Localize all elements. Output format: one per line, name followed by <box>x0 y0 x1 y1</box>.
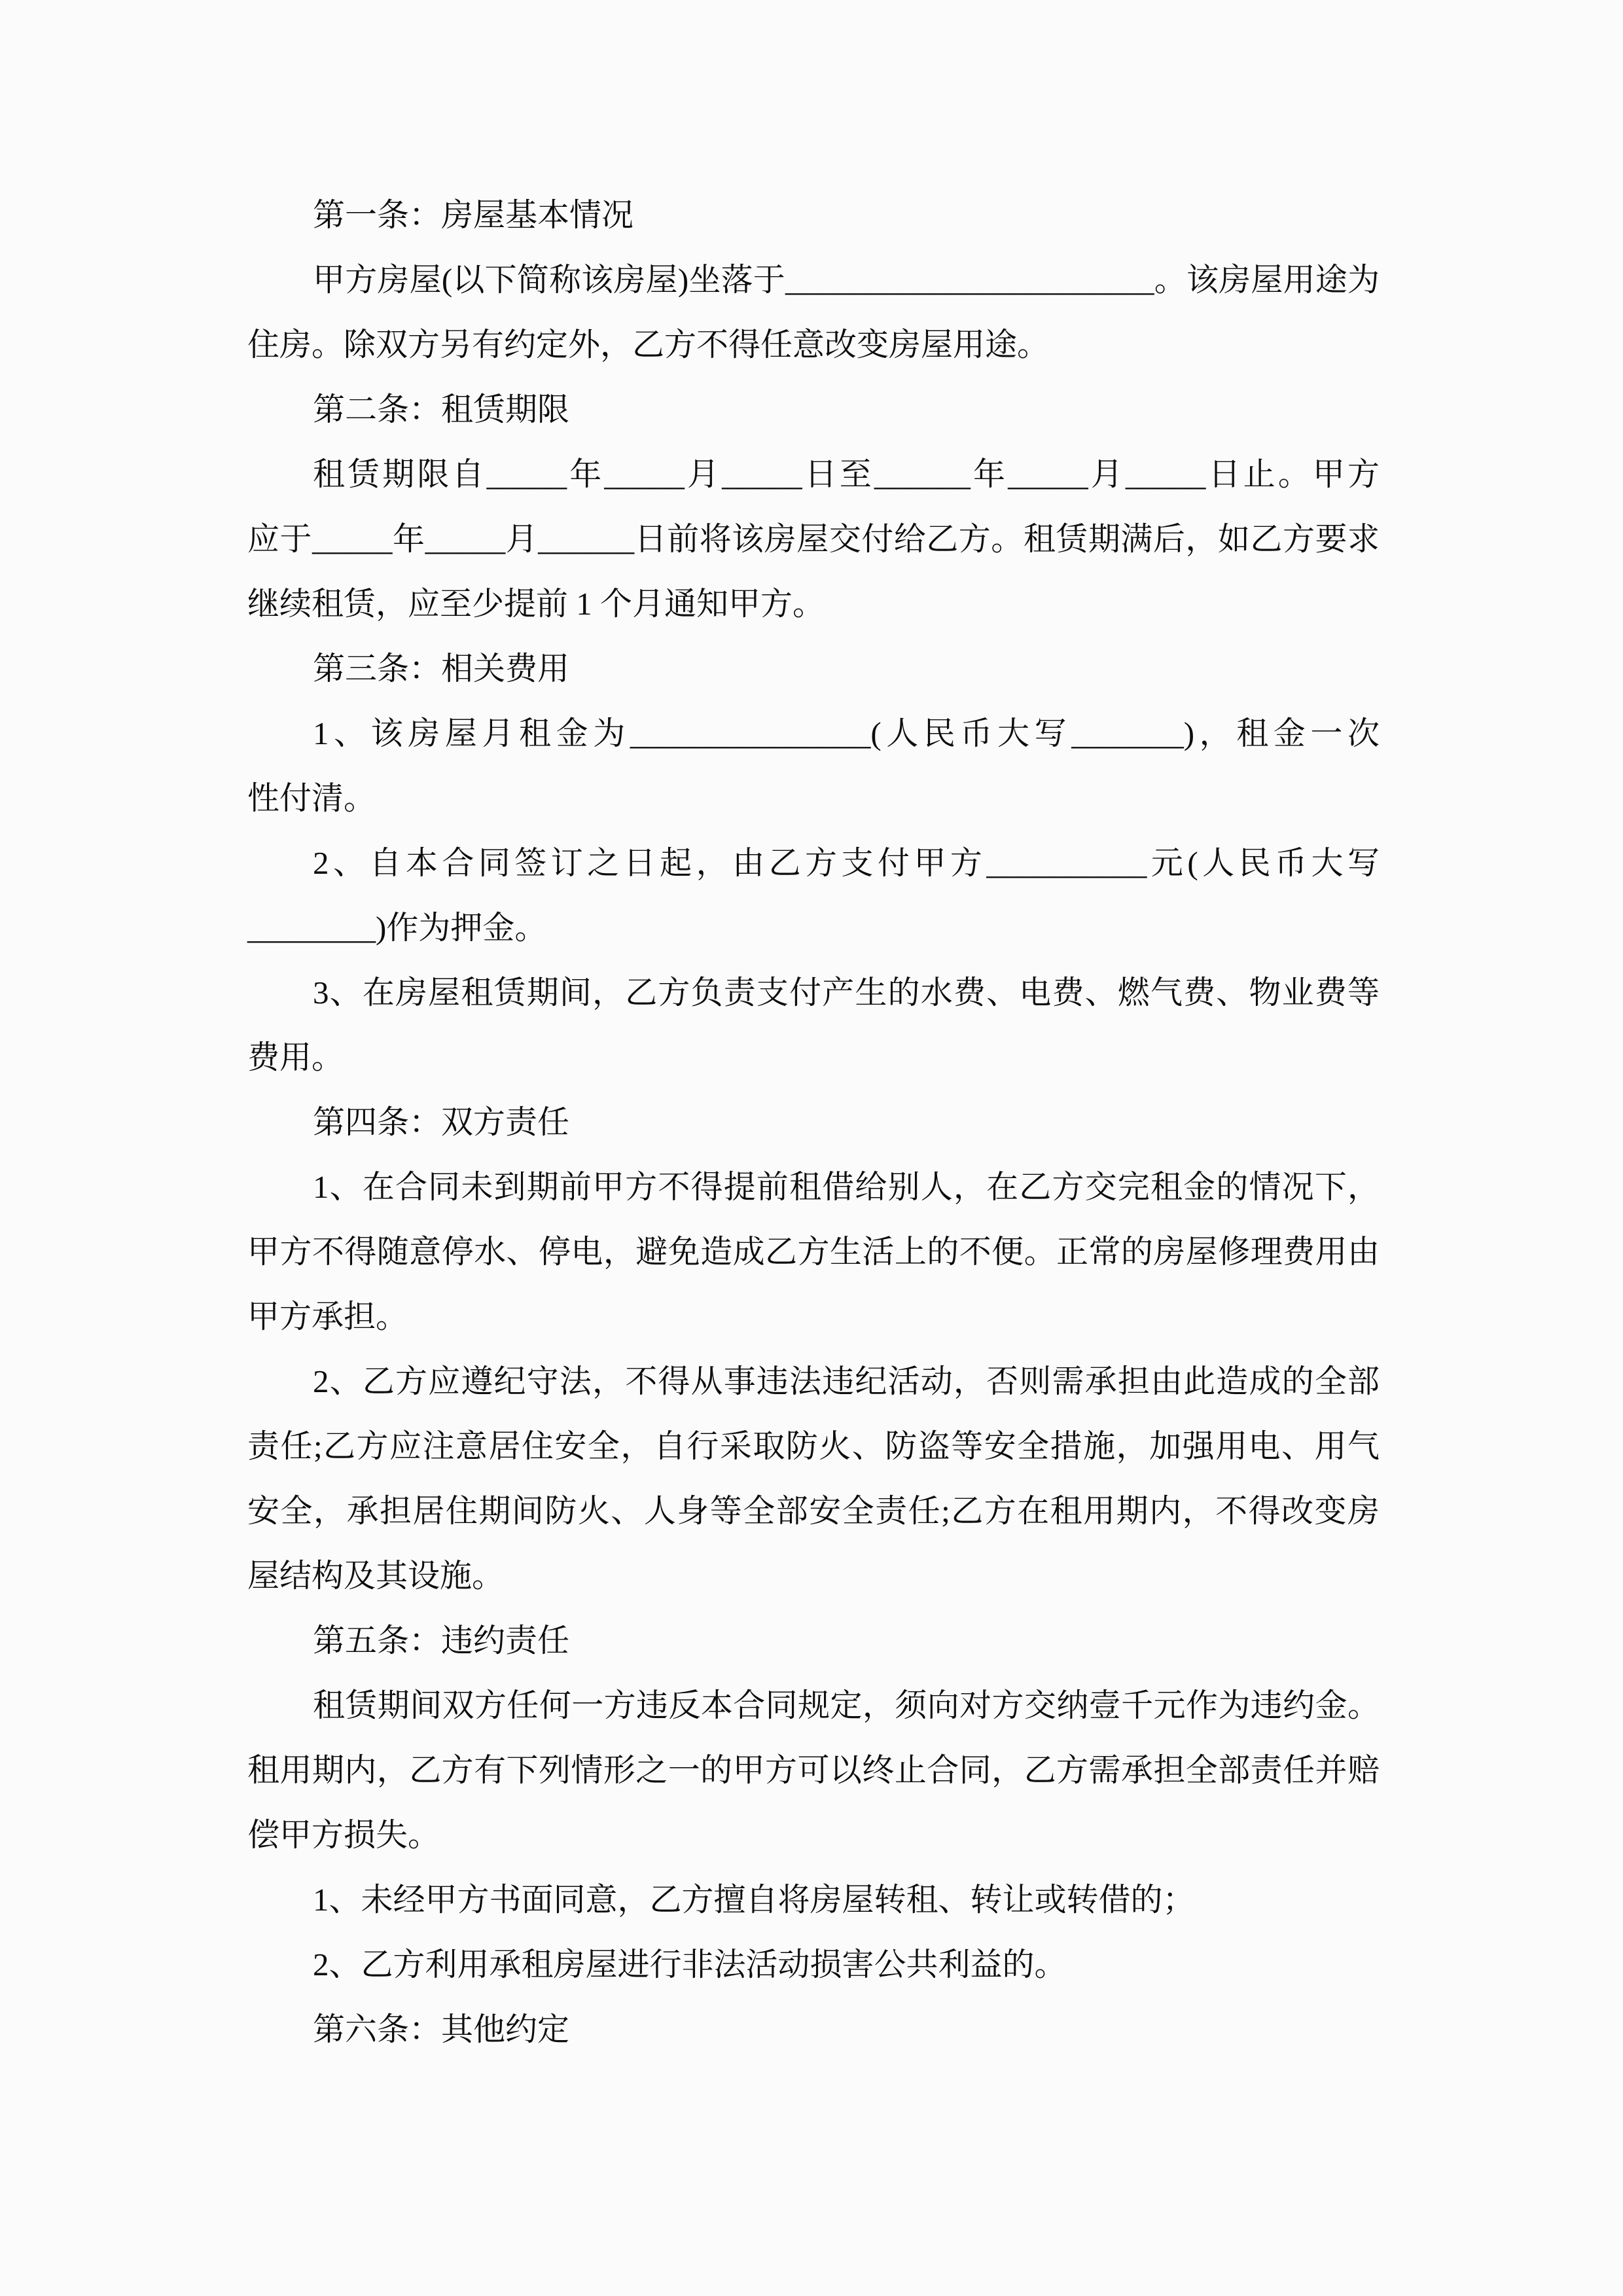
section-heading: 第二条：租赁期限 <box>313 391 570 427</box>
contract-line: 3、在房屋租赁期间，乙方负责支付产生的水费、电费、燃气费、物业费等 <box>313 975 1380 1011</box>
contract-line: 安全，承担居住期间防火、人身等全部安全责任;乙方在租用期内，不得改变房 <box>247 1493 1380 1529</box>
contract-line: ________)作为押金。 <box>247 910 547 946</box>
contract-line: 1、在合同未到期前甲方不得提前租借给别人，在乙方交完租金的情况下， <box>313 1169 1380 1205</box>
contract-line: 屋结构及其设施。 <box>247 1558 505 1594</box>
contract-line: 偿甲方损失。 <box>247 1817 440 1853</box>
contract-line: 1、该房屋月租金为_______________(人民币大写_______)，租金一次 <box>313 715 1380 751</box>
contract-line: 责任;乙方应注意居住安全，自行采取防火、防盗等安全措施，加强用电、用气 <box>247 1428 1380 1464</box>
contract-line: 继续租赁，应至少提前 1 个月通知甲方。 <box>247 586 825 622</box>
contract-line: 2、乙方应遵纪守法，不得从事违法违纪活动，否则需承担由此造成的全部 <box>313 1363 1380 1399</box>
contract-line: 费用。 <box>247 1039 344 1075</box>
contract-line: 租用期内，乙方有下列情形之一的甲方可以终止合同，乙方需承担全部责任并赔 <box>247 1752 1380 1788</box>
contract-line: 租赁期限自_____年_____月_____日至______年_____月_____日止。甲方 <box>313 456 1380 492</box>
contract-line: 2、乙方利用承租房屋进行非法活动损害公共利益的。 <box>313 1946 1067 1982</box>
contract-line: 应于_____年_____月______日前将该房屋交付给乙方。租赁期满后，如乙方要求 <box>247 521 1380 557</box>
contract-line: 租赁期间双方任何一方违反本合同规定，须向对方交纳壹千元作为违约金。 <box>313 1687 1380 1723</box>
contract-body <box>247 183 1380 2062</box>
contract-line: 1、未经甲方书面同意，乙方擅自将房屋转租、转让或转借的； <box>313 1882 1195 1918</box>
section-heading: 第一条：房屋基本情况 <box>313 197 634 233</box>
section-heading: 第六条：其他约定 <box>313 2011 570 2047</box>
section-heading: 第三条：相关费用 <box>313 651 570 687</box>
contract-line: 甲方房屋(以下简称该房屋)坐落于_______________________。该房屋用途为 <box>313 262 1380 298</box>
contract-line: 住房。除双方另有约定外，乙方不得任意改变房屋用途。 <box>247 327 1050 363</box>
contract-line: 甲方不得随意停水、停电，避免造成乙方生活上的不便。正常的房屋修理费用由 <box>247 1234 1380 1270</box>
contract-line: 甲方承担。 <box>247 1299 408 1335</box>
contract-line: 2、自本合同签订之日起，由乙方支付甲方__________元(人民币大写 <box>313 845 1380 881</box>
section-heading: 第五条：违约责任 <box>313 1623 570 1659</box>
contract-line: 性付清。 <box>247 780 376 816</box>
section-heading: 第四条：双方责任 <box>313 1104 570 1140</box>
